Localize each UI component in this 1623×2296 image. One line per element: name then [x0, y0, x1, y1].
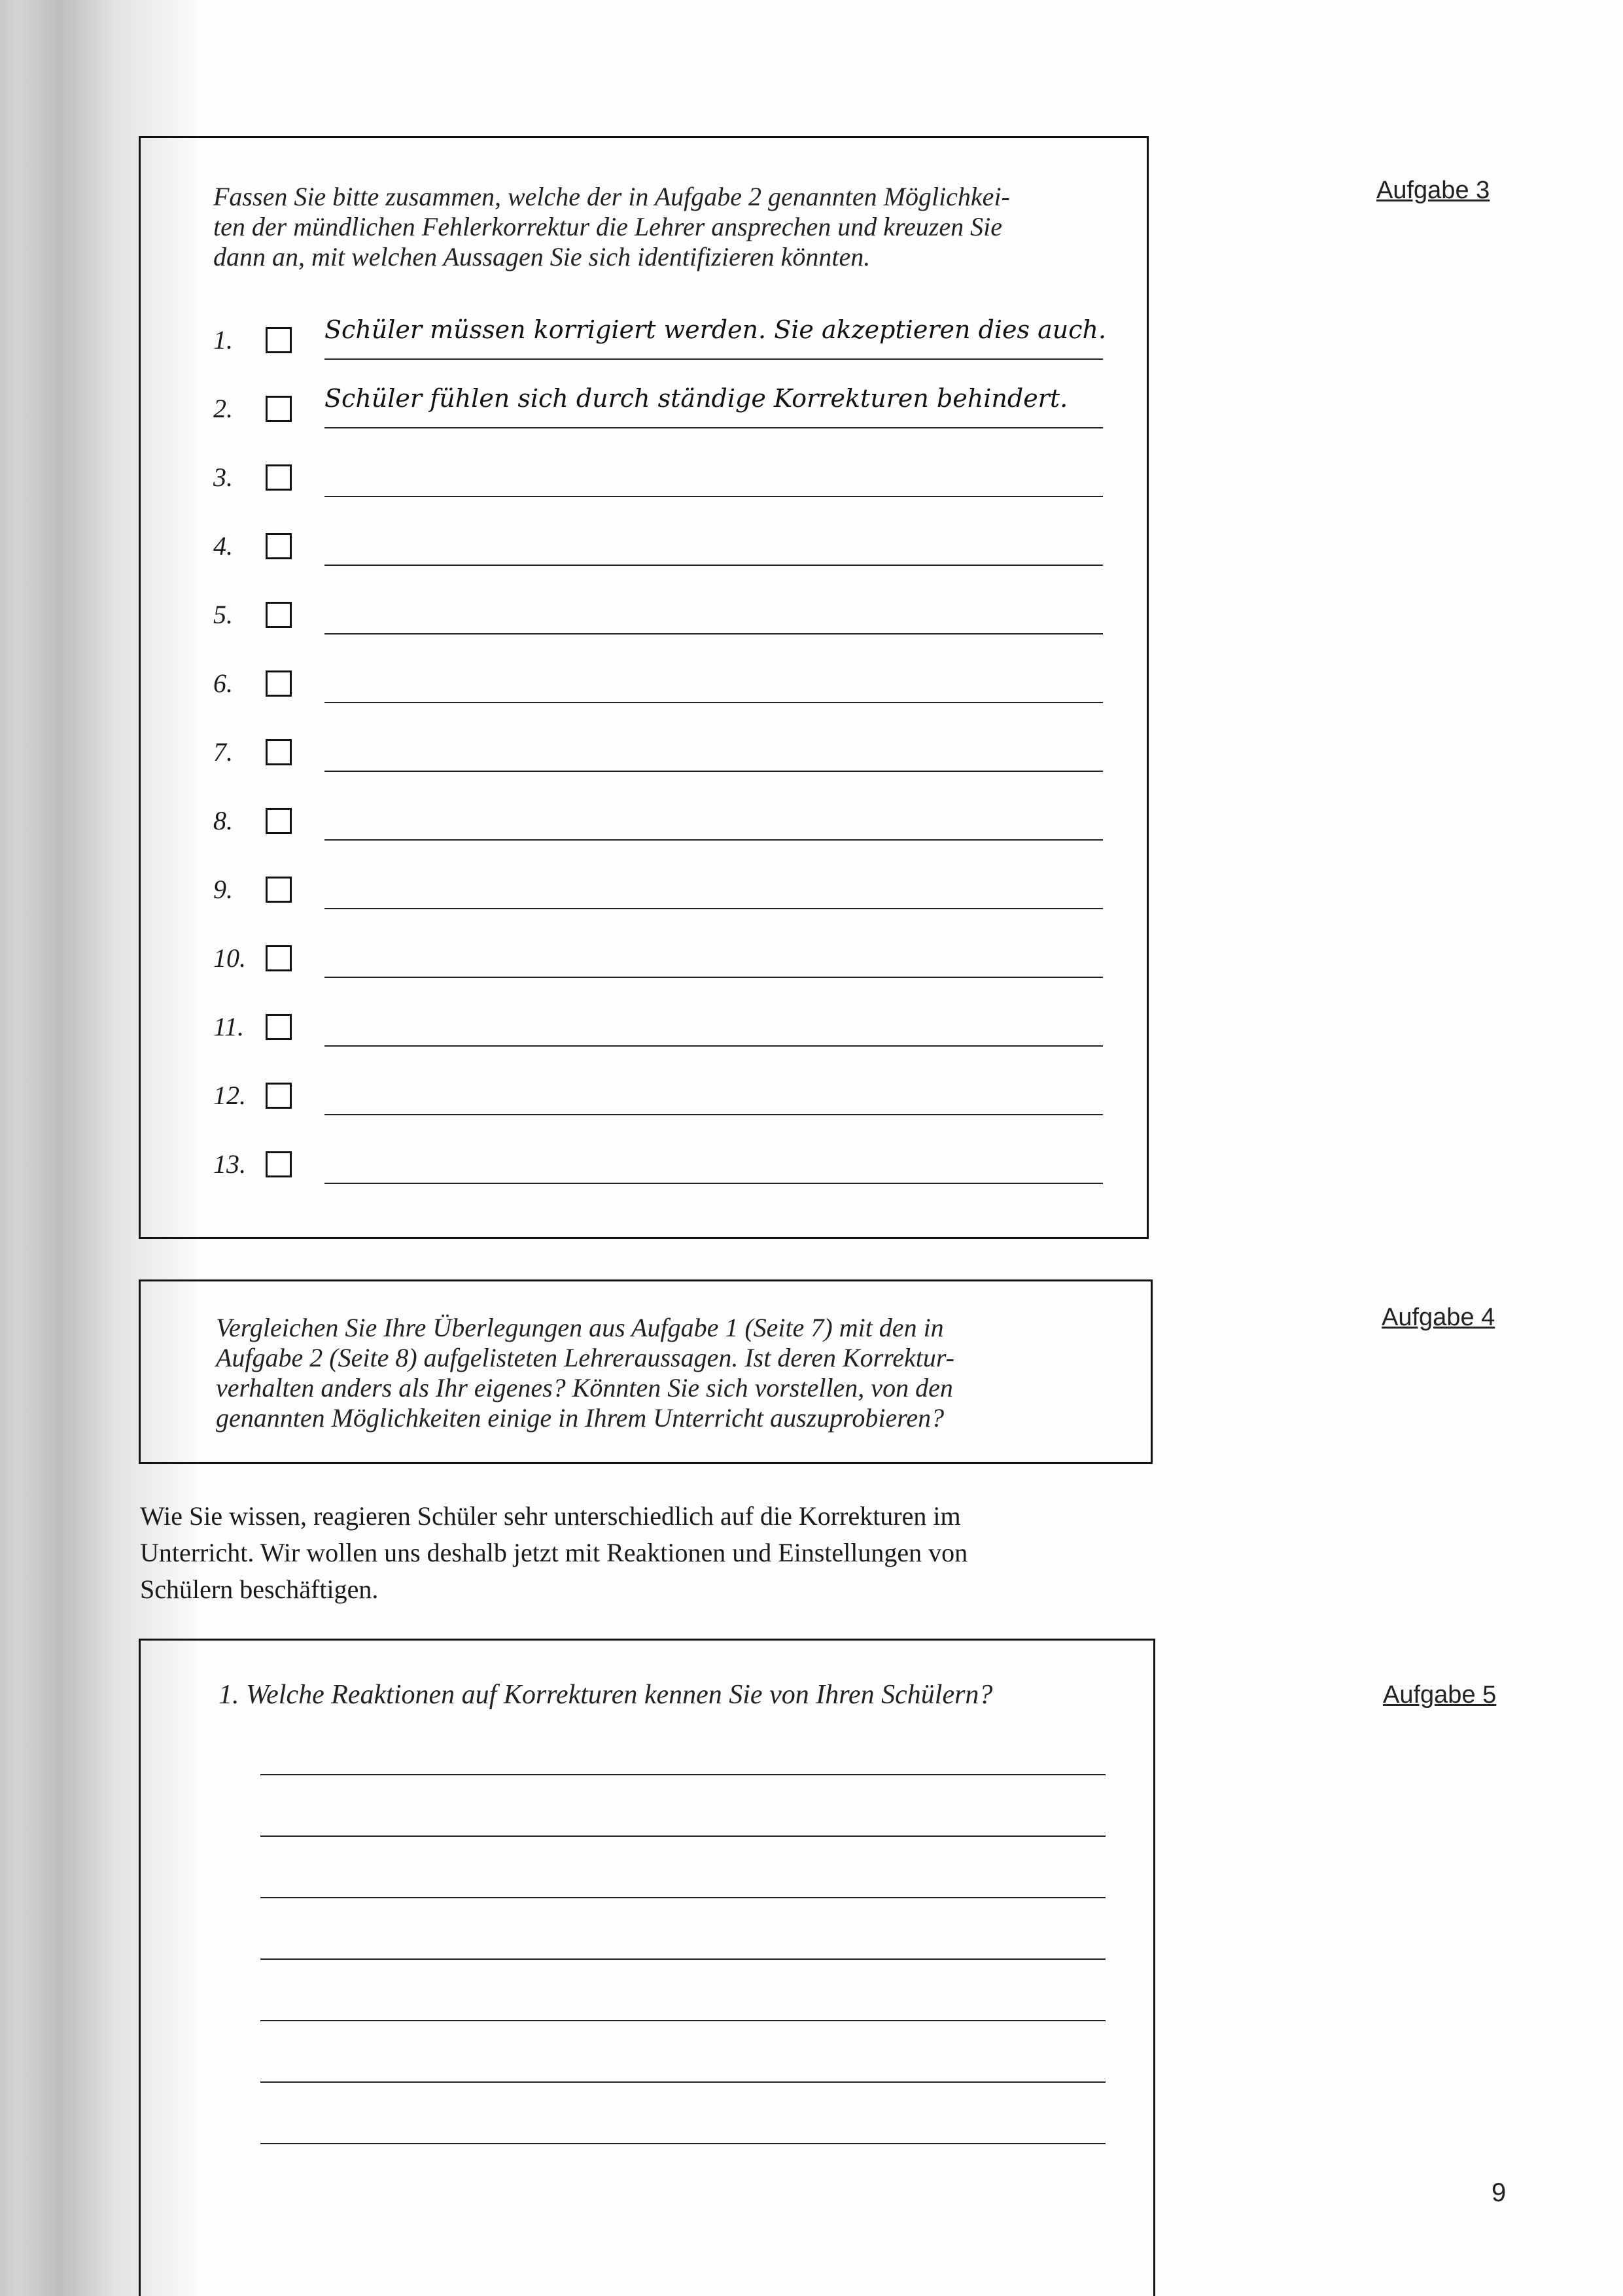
item-checkbox[interactable] — [266, 1083, 292, 1109]
task-5-label: Aufgabe 5 — [1383, 1681, 1497, 1709]
answer-line[interactable] — [260, 2020, 1106, 2021]
item-answer-line — [324, 702, 1103, 703]
paragraph-line: Wie Sie wissen, reagieren Schüler sehr unterschiedlich auf die Korrekturen im — [140, 1501, 961, 1531]
answer-line[interactable] — [260, 2081, 1106, 2083]
item-checkbox[interactable] — [266, 808, 292, 834]
item-number: 7. — [213, 737, 233, 767]
answer-line[interactable] — [260, 1958, 1106, 1960]
instruction-line: genannten Möglichkeiten einige in Ihrem Unterricht auszuprobieren? — [216, 1403, 945, 1433]
task-5-question: 1. Welche Reaktionen auf Korrekturen kennen Sie von Ihren Schülern? — [218, 1680, 993, 1710]
item-checkbox[interactable] — [266, 877, 292, 903]
intro-paragraph — [140, 1498, 1154, 1608]
item-number: 11. — [213, 1012, 245, 1041]
task-5-box — [139, 1639, 1155, 2296]
item-answer-line — [324, 771, 1103, 772]
paragraph-line: Unterricht. Wir wollen uns deshalb jetzt mit Reaktionen und Einstellungen von — [140, 1538, 968, 1567]
item-number: 8. — [213, 806, 233, 835]
item-number: 4. — [213, 531, 233, 561]
answer-line[interactable] — [260, 1835, 1106, 1837]
item-number: 5. — [213, 600, 233, 629]
item-number: 3. — [213, 462, 233, 492]
item-checkbox[interactable] — [266, 670, 292, 697]
instruction-line: Fassen Sie bitte zusammen, welche der in Aufgabe 2 genannten Möglichkei- — [213, 182, 1010, 211]
item-checkbox[interactable] — [266, 396, 292, 422]
item-answer-field[interactable] — [324, 933, 1103, 967]
item-answer-field[interactable] — [324, 865, 1103, 899]
instruction-line: Aufgabe 2 (Seite 8) aufgelisteten Lehreraussagen. Ist deren Korrektur- — [216, 1343, 954, 1372]
task-3-instruction — [213, 182, 1116, 272]
answer-line[interactable] — [260, 1774, 1106, 1775]
item-checkbox[interactable] — [266, 602, 292, 628]
item-answer-line — [324, 358, 1103, 360]
item-checkbox[interactable] — [266, 945, 292, 971]
item-answer-field[interactable] — [324, 1139, 1103, 1174]
item-checkbox[interactable] — [266, 1151, 292, 1177]
task-4-label: Aufgabe 4 — [1382, 1304, 1495, 1331]
item-answer-line — [324, 1045, 1103, 1047]
item-number: 2. — [213, 394, 233, 423]
item-answer-field[interactable] — [324, 1002, 1103, 1036]
item-answer-line — [324, 427, 1103, 428]
instruction-line: Vergleichen Sie Ihre Überlegungen aus Aufgabe 1 (Seite 7) mit den in — [216, 1313, 944, 1342]
item-checkbox[interactable] — [266, 1014, 292, 1040]
item-number: 6. — [213, 669, 233, 698]
item-answer-line — [324, 496, 1103, 497]
item-answer-line — [324, 1183, 1103, 1184]
item-answer-field[interactable] — [324, 521, 1103, 555]
item-answer-field[interactable] — [324, 796, 1103, 830]
item-number: 9. — [213, 875, 233, 904]
item-checkbox[interactable] — [266, 327, 292, 353]
paragraph-line: Schülern beschäftigen. — [140, 1574, 379, 1604]
item-answer-field[interactable] — [324, 453, 1103, 487]
item-answer-line — [324, 633, 1103, 635]
item-answer-line — [324, 565, 1103, 566]
page-number: 9 — [1492, 2178, 1507, 2207]
instruction-line: ten der mündlichen Fehlerkorrektur die Lehrer ansprechen und kreuzen Sie — [213, 212, 1002, 241]
item-answer-field[interactable] — [324, 727, 1103, 761]
item-answer-field[interactable] — [324, 1071, 1103, 1105]
item-answer-field[interactable]: Schüler fühlen sich durch ständige Korrekturen behindert. — [324, 384, 1068, 413]
item-answer-line — [324, 1114, 1103, 1115]
item-checkbox[interactable] — [266, 533, 292, 559]
item-answer-line — [324, 839, 1103, 841]
item-answer-line — [324, 977, 1103, 978]
item-number: 1. — [213, 325, 233, 355]
item-checkbox[interactable] — [266, 739, 292, 765]
answer-line[interactable] — [260, 2143, 1106, 2144]
item-number: 13. — [213, 1149, 246, 1179]
item-answer-field[interactable]: Schüler müssen korrigiert werden. Sie akzeptieren dies auch. — [324, 315, 1107, 344]
instruction-line: verhalten anders als Ihr eigenes? Könnten Sie sich vorstellen, von den — [216, 1373, 953, 1402]
item-number: 12. — [213, 1081, 246, 1110]
item-answer-field[interactable] — [324, 590, 1103, 624]
item-number: 10. — [213, 943, 246, 973]
item-answer-line — [324, 908, 1103, 909]
task-3-label: Aufgabe 3 — [1376, 177, 1490, 204]
item-checkbox[interactable] — [266, 464, 292, 491]
answer-line[interactable] — [260, 1897, 1106, 1898]
instruction-line: dann an, mit welchen Aussagen Sie sich identifizieren könnten. — [213, 242, 871, 271]
item-answer-field[interactable] — [324, 659, 1103, 693]
task-4-instruction — [216, 1313, 1099, 1433]
